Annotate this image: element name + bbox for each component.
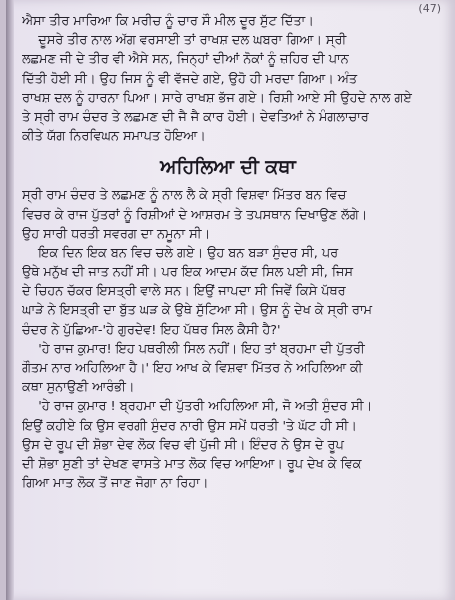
text-line: ਘਾੜੇ ਨੇ ਇਸਤ੍ਰੀ ਦਾ ਬੁੱਤ ਘੜ ਕੇ ਉਥੇ ਸੁੱਟਿਆ ਸੀ। ਉਸ ਨੂੰ ਦੇਖ ਕੇ ਸ੍ਰੀ ਰਾਮ (22, 303, 372, 319)
text-line: ਚੰਦਰ ਨੇ ਪੁੱਛਿਆ-'ਹੇ ਗੁਰਦੇਵ! ਇਹ ਪੱਥਰ ਸਿਲ ਕੈਸੀ ਹੈ?' (22, 322, 281, 338)
text-line: ਦੂਸਰੇ ਤੀਰ ਨਾਲ ਅੱਗ ਵਰਸਾਈ ਤਾਂ ਰਾਖਸ਼ ਦਲ ਘਬਰਾ ਗਿਆ। ਸ੍ਰੀ (22, 33, 347, 49)
text-line: 'ਹੇ ਰਾਜ ਕੁਮਾਰ! ਇਹ ਪਥਰੀਲੀ ਸਿਲ ਨਹੀਂ। ਇਹ ਤਾਂ ਬ੍ਰਹਮਾ ਦੀ ਪੁੱਤਰੀ (22, 341, 365, 357)
text-line: ਦੀ ਸ਼ੋਭਾ ਸੁਣੀ ਤਾਂ ਦੇਖਣ ਵਾਸਤੇ ਮਾਤ ਲੋਕ ਵਿਚ ਆਇਆ। ਰੂਪ ਦੇਖ ਕੇ ਵਿਕ (22, 456, 362, 472)
text-line: ਲਛਮਣ ਜੀ ਦੇ ਤੀਰ ਵੀ ਐਸੇ ਸਨ, ਜਿਨ੍ਹਾਂ ਦੀਆਂ ਨੋਕਾਂ ਨੂੰ ਜ਼ਹਿਰ ਦੀ ਪਾਨ (22, 52, 349, 68)
text-line: ਉਹ ਸਾਰੀ ਧਰਤੀ ਸਵਰਗ ਦਾ ਨਮੂਨਾ ਸੀ। (22, 226, 211, 242)
chapter-heading: ਅਹਿਲਿਆ ਦੀ ਕਥਾ (160, 156, 296, 179)
text-line: ਇਕ ਦਿਨ ਇਕ ਬਨ ਵਿਚ ਚਲੇ ਗਏ। ਉਹ ਬਨ ਬੜਾ ਸੁੰਦਰ ਸੀ, ਪਰ (22, 245, 339, 261)
book-page (6, 0, 455, 600)
text-line: ਦੇ ਚਿਹਨ ਚੱਕਰ ਇਸਤ੍ਰੀ ਵਾਲੇ ਸਨ। ਇਉਂ ਜਾਪਦਾ ਸੀ ਜਿਵੇਂ ਕਿਸੇ ਪੱਥਰ (22, 284, 346, 300)
text-line: ਐਸਾ ਤੀਰ ਮਾਰਿਆ ਕਿ ਮਰੀਚ ਨੂੰ ਚਾਰ ਸੌ ਮੀਲ ਦੂਰ ਸੁੱਟ ਦਿੱਤਾ। (22, 14, 314, 29)
text-line: 'ਹੇ ਰਾਜ ਕੁਮਾਰ ! ਬ੍ਰਹਮਾ ਦੀ ਪੁੱਤਰੀ ਅਹਿਲਿਆ ਸੀ, ਜੋ ਅਤੀ ਸੁੰਦਰ ਸੀ। (22, 399, 373, 415)
text-line: ਵਿਚਰ ਕੇ ਰਾਜ ਪੁੱਤਰਾਂ ਨੂੰ ਰਿਸ਼ੀਆਂ ਦੇ ਆਸ਼ਰਮ ਤੇ ਤਪਸਥਾਨ ਦਿਖਾਉਣ ਲੱਗੇ। (22, 207, 368, 223)
text-line: ਦਿੱਤੀ ਹੋਈ ਸੀ। ਉਹ ਜਿਸ ਨੂੰ ਵੀ ਵੱਜਦੇ ਗਏ, ਉਹੋ ਹੀ ਮਰਦਾ ਗਿਆ। ਅੰਤ (22, 71, 357, 87)
text-line: ਗਿਆ ਮਾਤ ਲੋਕ ਤੋਂ ਜਾਣ ਜੋਗਾ ਨਾ ਰਿਹਾ। (22, 476, 209, 492)
text-line: ਉਸ ਦੇ ਰੂਪ ਦੀ ਸ਼ੋਭਾ ਦੇਵ ਲੋਕ ਵਿਚ ਵੀ ਪੁੱਜੀ ਸੀ। ਇੰਦਰ ਨੇ ਉਸ ਦੇ ਰੂਪ (22, 437, 344, 453)
text-line: ਕੀਤੇ ਯੱਗ ਨਿਰਵਿਘਨ ਸਮਾਪਤ ਹੋਇਆ। (22, 129, 206, 145)
text-line: ਰਾਖਸ਼ ਦਲ ਨੂੰ ਹਾਰਨਾ ਪਿਆ। ਸਾਰੇ ਰਾਖਸ਼ ਭੱਜ ਗਏ। ਰਿਸ਼ੀ ਆਏ ਸੀ ਉਹਦੇ ਨਾਲ ਗਏ (22, 90, 412, 106)
text-line: ਤੇ ਸ੍ਰੀ ਰਾਮ ਚੰਦਰ ਤੇ ਲਛਮਣ ਦੀ ਜੈ ਜੈ ਕਾਰ ਹੋਈ। ਦੇਵਤਿਆਂ ਨੇ ਮੰਗਲਾਚਾਰ (22, 109, 369, 125)
text-line: ਉਥੇ ਮਨੁੱਖ ਦੀ ਜਾਤ ਨਹੀਂ ਸੀ। ਪਰ ਇਕ ਆਦਮ ਕੱਦ ਸਿਲ ਪਈ ਸੀ, ਜਿਸ (22, 265, 353, 281)
book-spine (6, 0, 14, 600)
text-line: ਗੌਤਮ ਨਾਰ ਅਹਿਲਿਆ ਹੈ।' ਇਹ ਆਖ ਕੇ ਵਿਸ਼ਵਾ ਮਿੱਤਰ ਨੇ ਅਹਿਲਿਆ ਕੀ (22, 361, 363, 376)
body-text (22, 12, 434, 493)
page-number: (47) (418, 2, 441, 15)
text-line: ਇਉਂ ਕਹੀਏ ਕਿ ਉਸ ਵਰਗੀ ਸੁੰਦਰ ਨਾਰੀ ਉਸ ਸਮੇਂ ਧਰਤੀ 'ਤੇ ਘੱਟ ਹੀ ਸੀ। (22, 418, 357, 434)
text-line: ਕਥਾ ਸੁਨਾਉਣੀ ਆਰੰਭੀ। (22, 380, 135, 396)
text-line: ਸ੍ਰੀ ਰਾਮ ਚੰਦਰ ਤੇ ਲਛਮਣ ਨੂੰ ਨਾਲ ਲੈ ਕੇ ਸ੍ਰੀ ਵਿਸ਼ਵਾ ਮਿੱਤਰ ਬਨ ਵਿਚ (22, 188, 347, 204)
